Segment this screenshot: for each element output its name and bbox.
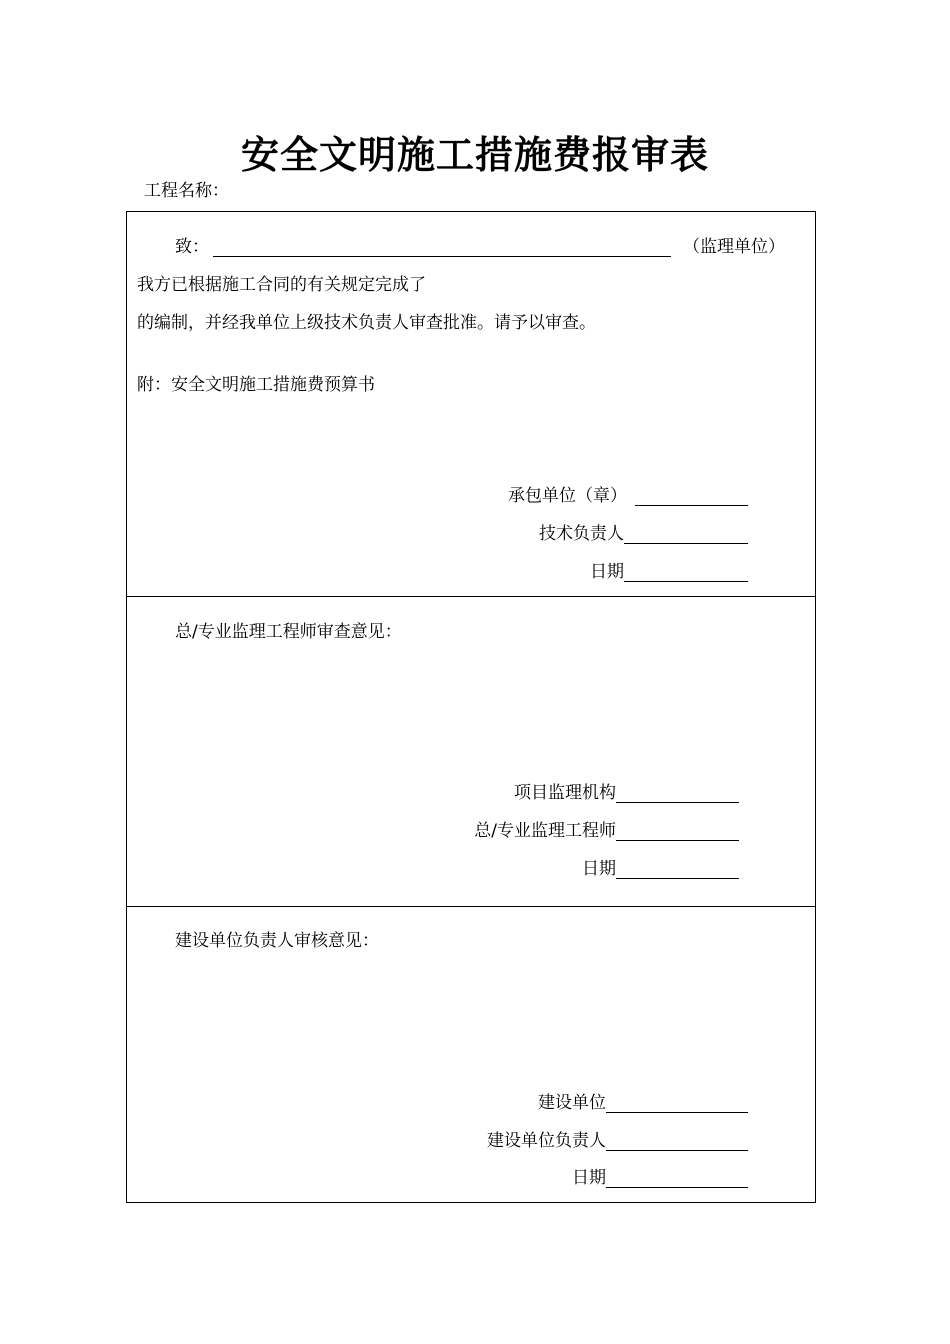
contractor-signature-line[interactable]: [635, 505, 748, 506]
supervisor-section: [127, 597, 815, 907]
date-line[interactable]: [606, 1187, 748, 1188]
project-org-label: 项目监理机构: [514, 783, 616, 803]
supervisor-opinion-heading: 总/专业监理工程师审查意见：: [175, 622, 402, 642]
date-label: 日期: [582, 859, 616, 879]
contractor-label: 承包单位（章）: [508, 486, 627, 506]
to-label: 致：: [175, 237, 209, 257]
statement-line-2: 的编制，并经我单位上级技术负责人审查批准。请予以审查。: [137, 313, 596, 333]
date-line[interactable]: [624, 581, 748, 582]
engineer-signature-line[interactable]: [616, 840, 739, 841]
review-form: [126, 211, 816, 1203]
engineer-label: 总/专业监理工程师: [474, 821, 616, 841]
tech-lead-signature-line[interactable]: [624, 543, 748, 544]
owner-section: [127, 907, 815, 1202]
owner-signature-line[interactable]: [606, 1112, 748, 1113]
tech-lead-label: 技术负责人: [539, 524, 624, 544]
supervisor-unit-label: （监理单位）: [683, 237, 785, 257]
date-label: 日期: [572, 1168, 606, 1188]
owner-lead-label: 建设单位负责人: [487, 1131, 606, 1151]
owner-label: 建设单位: [538, 1093, 606, 1113]
owner-opinion-heading: 建设单位负责人审核意见：: [175, 931, 379, 951]
form-title: 安全文明施工措施费报审表: [240, 132, 709, 177]
date-line[interactable]: [616, 878, 739, 879]
project-org-signature-line[interactable]: [616, 802, 739, 803]
to-blank-line[interactable]: [213, 256, 671, 257]
owner-lead-signature-line[interactable]: [606, 1150, 748, 1151]
project-name-label: 工程名称：: [144, 181, 229, 201]
date-label: 日期: [590, 562, 624, 582]
statement-line-1: 我方已根据施工合同的有关规定完成了: [137, 275, 426, 295]
contractor-section: [127, 212, 815, 597]
attachment-label: 附：安全文明施工措施费预算书: [137, 375, 375, 395]
